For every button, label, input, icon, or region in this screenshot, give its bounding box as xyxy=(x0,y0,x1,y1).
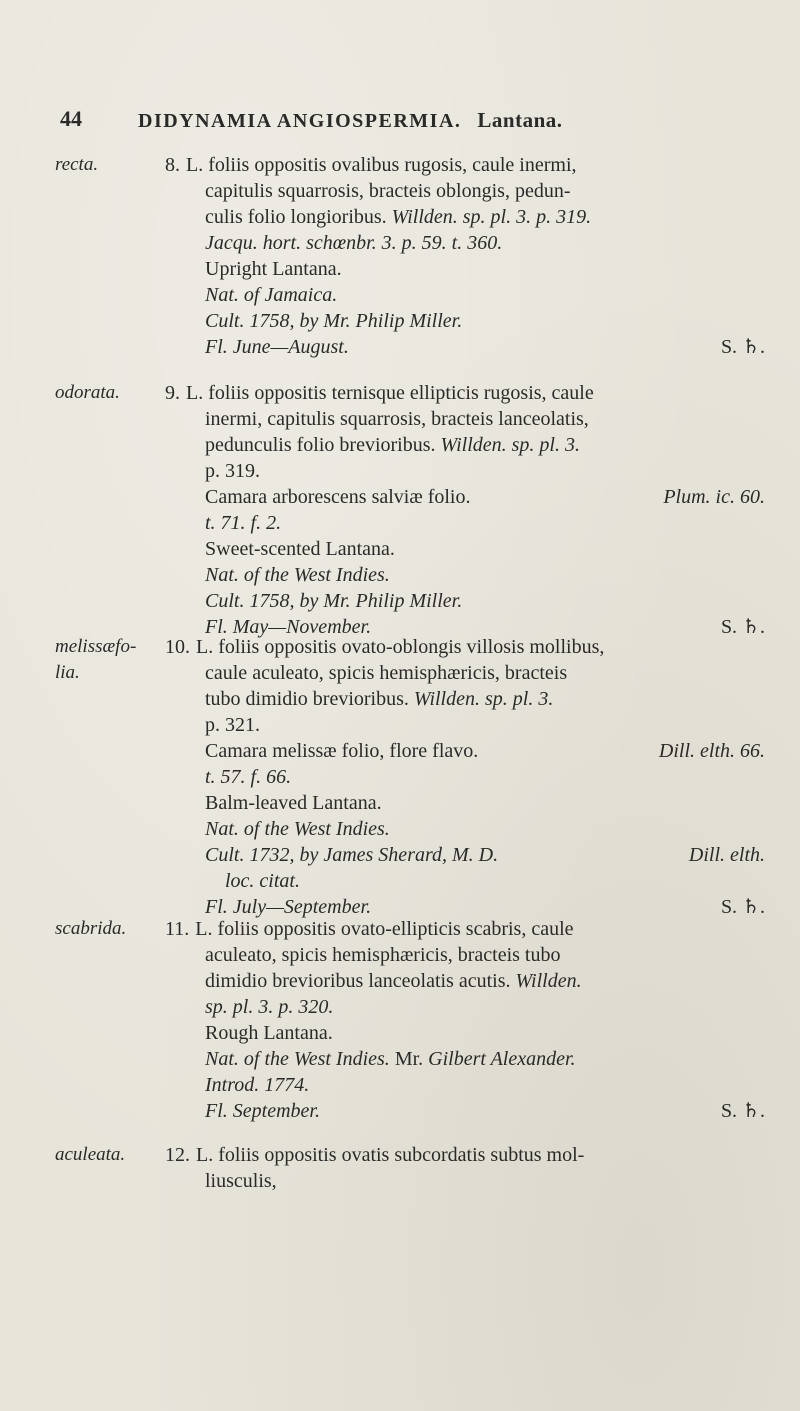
habit-symbol: S. ♄. xyxy=(720,896,765,918)
trivial-name: melissæfo- lia. xyxy=(55,636,137,683)
flowering-time: Fl. June—August. xyxy=(205,336,349,358)
english-name: Upright Lantana. xyxy=(205,258,342,280)
native-region: Nat. of the West Indies. xyxy=(205,818,390,840)
flowering-time: Fl. September. xyxy=(205,1100,320,1122)
running-head-title: DIDYNAMIA ANGIOSPERMIA. xyxy=(138,110,462,132)
species-number: 11. xyxy=(165,918,190,940)
diagnosis-line: caule aculeato, spicis hemisphæricis, bracteis xyxy=(205,662,568,684)
reference: Willden. sp. pl. 3. p. 319. xyxy=(391,206,592,228)
page-header xyxy=(60,106,760,140)
synonym-reference: t. 71. f. 2. xyxy=(205,512,282,534)
species-number: 10. xyxy=(165,636,190,658)
diagnosis-line: 11. L. foliis oppositis ovato-ellipticis scabris, caule xyxy=(165,918,574,940)
cultivation-row xyxy=(165,842,765,868)
entry-body xyxy=(165,152,785,360)
synonym: Camara melissæ folio, flore flavo. xyxy=(205,740,479,762)
species-number: 12. xyxy=(165,1144,190,1166)
synonym-reference: Dill. elth. 66. xyxy=(658,740,765,762)
reference: p. 321. xyxy=(205,714,260,736)
habit-symbol: S. ♄. xyxy=(720,616,765,638)
diagnosis-line: 12. L. foliis oppositis ovatis subcordatis subtus mol- xyxy=(165,1144,585,1166)
synonym-reference: t. 57. f. 66. xyxy=(205,766,292,788)
trivial-name: aculeata. xyxy=(55,1144,126,1165)
cultivation: Cult. 1758, by Mr. Philip Miller. xyxy=(205,590,463,612)
english-name: Sweet-scented Lantana. xyxy=(205,538,395,560)
reference: Willden. xyxy=(515,970,582,992)
trivial-name: recta. xyxy=(55,154,99,175)
habit-symbol: S. ♄. xyxy=(720,336,765,358)
entry-body xyxy=(165,916,785,1124)
diagnosis-line: capitulis squarrosis, bracteis oblongis, pedun- xyxy=(205,180,571,202)
flowering-time: Fl. May—November. xyxy=(205,616,372,638)
cultivation: Cult. 1758, by Mr. Philip Miller. xyxy=(205,310,463,332)
reference: Jacqu. hort. schœnbr. 3. p. 59. t. 360. xyxy=(205,232,503,254)
diagnosis-line: 10. L. foliis oppositis ovato-oblongis villosis mollibus, xyxy=(165,636,605,658)
cultivation-reference: Dill. elth. xyxy=(688,844,765,866)
flowering-time: Fl. July—September. xyxy=(205,896,372,918)
synonym-row xyxy=(165,484,765,510)
flowering-row xyxy=(165,1098,765,1124)
synonym: Camara arborescens salviæ folio. xyxy=(205,486,471,508)
cultivation: Cult. 1732, by James Sherard, M. D. xyxy=(205,844,499,866)
synonym-reference: Plum. ic. 60. xyxy=(663,486,765,508)
trivial-name: odorata. xyxy=(55,382,120,403)
cultivation-reference: loc. citat. xyxy=(225,870,300,892)
diagnosis-line: liusculis, xyxy=(205,1170,277,1192)
reference: sp. pl. 3. p. 320. xyxy=(205,996,334,1018)
synonym-row xyxy=(165,738,765,764)
diagnosis-line: 9. L. foliis oppositis ternisque ellipticis rugosis, caule xyxy=(165,382,594,404)
species-number: 9. xyxy=(165,382,180,404)
habit-symbol: S. ♄. xyxy=(720,1100,765,1122)
reference: Willden. sp. pl. 3. xyxy=(440,434,580,456)
entry-body xyxy=(165,634,785,920)
diagnosis-line: tubo dimidio brevioribus. Willden. sp. pl. 3. xyxy=(205,688,554,710)
page-number: 44 xyxy=(60,106,82,131)
reference: Willden. sp. pl. 3. xyxy=(413,688,554,710)
running-head-genus: Lantana. xyxy=(477,108,563,132)
reference: p. 319. xyxy=(205,460,260,482)
diagnosis-line: pedunculis folio brevioribus. Willden. sp. pl. 3. xyxy=(205,434,580,456)
english-name: Rough Lantana. xyxy=(205,1022,333,1044)
running-head xyxy=(138,108,563,133)
entry-body xyxy=(165,380,785,640)
diagnosis-line: aculeato, spicis hemisphæricis, bracteis tubo xyxy=(205,944,561,966)
native-region: Nat. of the West Indies. Mr. Gilbert Alexander. xyxy=(205,1048,576,1070)
trivial-name: scabrida. xyxy=(55,918,127,939)
native-region: Nat. of the West Indies. xyxy=(205,564,390,586)
flowering-row xyxy=(165,334,765,360)
diagnosis-line: culis folio longioribus. Willden. sp. pl. 3. p. 319. xyxy=(205,206,592,228)
species-number: 8. xyxy=(165,154,180,176)
entry-body xyxy=(165,1142,785,1194)
introduction: Introd. 1774. xyxy=(205,1074,310,1096)
diagnosis-line: 8. L. foliis oppositis ovalibus rugosis, caule inermi, xyxy=(165,154,577,176)
native-region: Nat. of Jamaica. xyxy=(205,284,338,306)
diagnosis-line: inermi, capitulis squarrosis, bracteis lanceolatis, xyxy=(205,408,589,430)
diagnosis-line: dimidio brevioribus lanceolatis acutis. Willden. xyxy=(205,970,582,992)
english-name: Balm-leaved Lantana. xyxy=(205,792,382,814)
